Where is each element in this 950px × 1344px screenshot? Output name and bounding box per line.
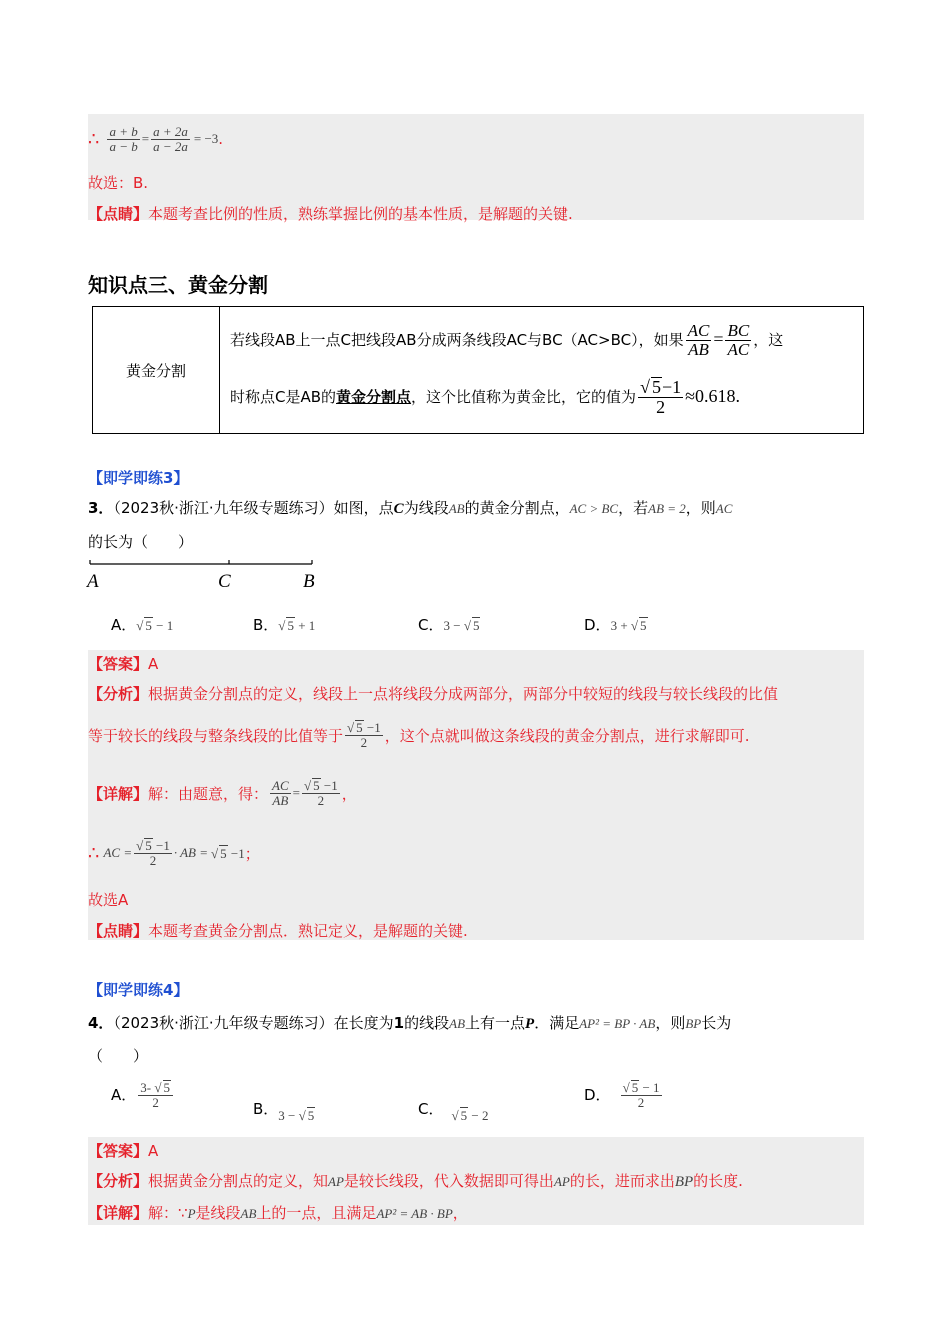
practice3-option-a[interactable]: A．√ 5 − 1 — [111, 616, 174, 634]
practice3-stem: 3．（2023秋·浙江·九年级专题练习）如图，点C为线段AB的黄金分割点，AC > BC，若AB = 2，则AC — [88, 499, 733, 517]
practice3-analysis: 【分析】根据黄金分割点的定义，线段上一点将线段分成两部分，两部分中较短的线段与较长线段的比值 — [88, 685, 779, 703]
practice3-step: ∴ AC = $\frac{√ 5 -1}{2}$ · AB = √ 5 −1 ； — [88, 838, 260, 868]
practice4-option-b[interactable]: B． 3 − √ 5 — [253, 1100, 315, 1123]
knowledge-table-content: 若线段AB上一点C把线段AB分成两条线段AC与BC（AC>BC），如果 $\frac{AC}{AB}$ = $\frac{BC}{AC}$ ，这 时称点C是AB的 黄金分割点 ，这个比值称为黄金比，它的值为 $\frac{√ 5-1}{2}$ ≈0.618. — [220, 307, 864, 434]
practice4-detail: 【详解】解：∵P是线段AB上的一点，且满足AP² = AB · BP， — [88, 1204, 468, 1222]
fraction-1: $\frac{a + b}{a - b}$ — [109, 123, 138, 154]
practice4-stem-line2: （ ） — [88, 1047, 149, 1065]
golden-ratio-fraction: $\frac{√ 5-1}{2}$ — [640, 377, 682, 417]
golden-point-term: 黄金分割点 — [336, 388, 412, 406]
top-comment: 【点睛】本题考查比例的性质，熟练掌握比例的基本性质，是解题的关键. — [88, 205, 573, 223]
knowledge-table-label: 黄金分割 — [93, 307, 220, 434]
segment-figure — [86, 558, 326, 594]
figure-label-a: A — [87, 571, 99, 592]
practice3-tag: 【即学即练3】 — [88, 469, 189, 487]
practice3-stem-line2: 的长为（ ） — [88, 533, 194, 551]
practice3-option-b[interactable]: B．√ 5 + 1 — [253, 616, 316, 634]
fraction-2: $\frac{a + 2a}{a - 2a}$ — [153, 123, 188, 154]
practice4-option-a[interactable]: A． $\frac{3- √ 5}{2}$ — [111, 1080, 175, 1109]
practice4-option-c[interactable]: C． √ 5 − 2 — [418, 1100, 489, 1123]
practice4-answer: 【答案】A — [88, 1142, 159, 1160]
top-equation: ∴ $\frac{a + b}{a - b}$ = $\frac{a + 2a}{a - 2a}$ = −3 . — [88, 123, 224, 154]
section-title: 知识点三、黄金分割 — [88, 273, 268, 297]
practice3-option-d[interactable]: D．3 + √ 5 — [584, 616, 647, 634]
practice3-option-c[interactable]: C．3 − √ 5 — [418, 616, 480, 634]
practice3-answer: 【答案】A — [88, 655, 159, 673]
practice3-detail: 【详解】 解：由题意，得： $\frac{AC}{AB}$ = $\frac{√ 5 -1}{2}$ ， — [88, 777, 357, 808]
practice4-stem: 4．（2023秋·浙江·九年级专题练习）在长度为1的线段AB上有一点P．满足AP² = BP · AB，则BP长为 — [88, 1014, 732, 1032]
practice3-comment: 【点睛】本题考查黄金分割点．熟记定义，是解题的关键. — [88, 922, 468, 940]
practice3-analysis-line2: 等于较长的线段与整条线段的比值等于 $\frac{√ 5 -1}{2}$ ，这个点就叫做这条线段的黄金分割点，进行求解即可. — [88, 720, 750, 750]
figure-label-b: B — [303, 571, 315, 592]
figure-label-c: C — [218, 571, 231, 592]
practice4-tag: 【即学即练4】 — [88, 981, 189, 999]
knowledge-table — [92, 306, 864, 434]
practice4-option-d[interactable]: D． $\frac{√ 5 - 1}{2}$ — [584, 1080, 660, 1110]
therefore-symbol: ∴ — [88, 128, 100, 150]
practice3-choose: 故选A — [88, 891, 129, 909]
top-answer-line: 故选：B. — [88, 174, 149, 192]
practice4-analysis: 【分析】根据黄金分割点的定义，知AP是较长线段，代入数据即可得出AP的长，进而求出BP的长度. — [88, 1172, 743, 1190]
